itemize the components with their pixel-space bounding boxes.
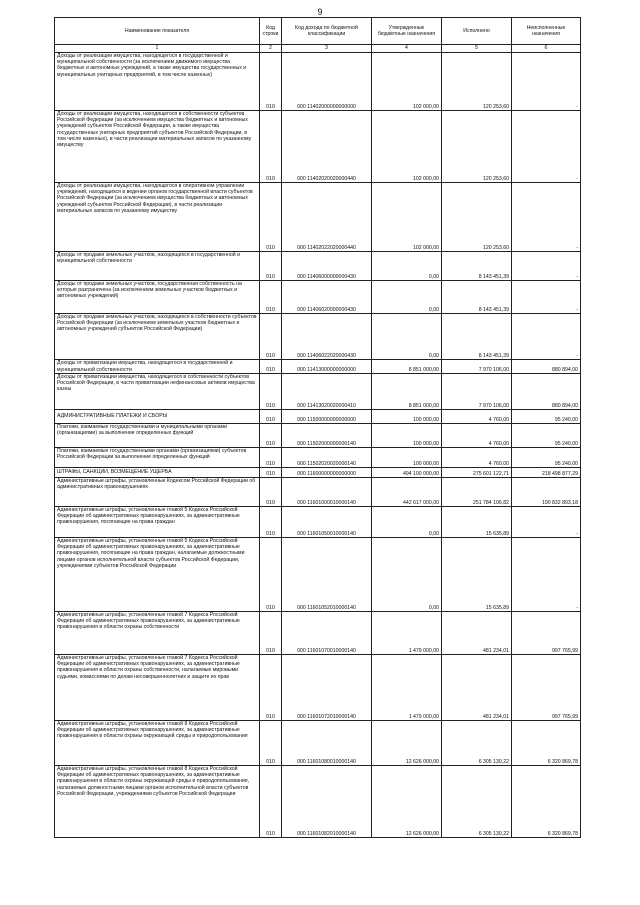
header-budget-code: Код дохода по бюджетной классификации	[282, 18, 372, 45]
row-approved: 1 479 000,00	[372, 612, 442, 655]
row-approved: 0,00	[372, 507, 442, 538]
row-name: Административные штрафы, установленные главой 7 Кодекса Российской Федерации об административных правонарушениях, за административные правонарушения в области охраны собственности, налагаемые мировыми судьями, комиссиями по делам несовершеннолетних и защите их прав	[55, 655, 260, 721]
table-row	[55, 721, 581, 766]
row-executed: 8 143 451,39	[442, 252, 512, 281]
row-name: Административные штрафы, установленные главой 7 Кодекса Российской Федерации об административных правонарушениях, за административные правонарушения в области охраны собственности	[55, 612, 260, 655]
row-executed: 4 760,00	[442, 448, 512, 468]
row-unexecuted: -	[512, 538, 581, 612]
row-budget-code: 000 11402022020000440	[282, 183, 372, 252]
row-name: Доходы от реализации имущества, находящегося в государственной и муниципальной собственности (за исключением движимого имущества бюджетных и автономных учреждений, а также имущества государственных и муниципальных унитарных предприятий, в том числе казенных)	[55, 53, 260, 111]
row-line-code: 010	[260, 53, 282, 111]
table-row	[55, 612, 581, 655]
row-unexecuted: -	[512, 111, 581, 183]
row-name: Доходы от продажи земельных участков, государственная собственность на которые разграничена (за исключением земельных участков бюджетных и автономных учреждений)	[55, 281, 260, 314]
table-row	[55, 53, 581, 111]
row-approved: 100 000,00	[372, 424, 442, 448]
row-approved: 102 000,00	[372, 111, 442, 183]
row-executed: 481 234,01	[442, 655, 512, 721]
row-executed: 120 253,60	[442, 53, 512, 111]
row-budget-code: 000 11500000000000000	[282, 410, 372, 424]
row-executed: 15 635,89	[442, 538, 512, 612]
column-number: 4	[372, 45, 442, 53]
row-line-code: 010	[260, 478, 282, 507]
row-approved: 0,00	[372, 252, 442, 281]
row-budget-code: 000 11600000000000000	[282, 468, 372, 478]
row-executed: 120 253,60	[442, 183, 512, 252]
row-approved: 12 626 000,00	[372, 721, 442, 766]
table-row	[55, 766, 581, 838]
row-name: Административные штрафы, установленные главой 8 Кодекса Российской Федерации об административных правонарушениях, за административные правонарушения в области охраны окружающей среды и природопользования, налагаемые должностными лицами органов исполнительной власти субъектов Российской Федерации, учреждениями субъектов Российской Федерации	[55, 766, 260, 838]
row-executed: 4 760,00	[442, 424, 512, 448]
revenue-table	[54, 17, 581, 838]
row-name: Административные штрафы, установленные главой 5 Кодекса Российской Федерации об административных правонарушениях, за административные правонарушения, посягающие на права граждан, налагаемые должностными лицами органов исполнительной власти субъектов Российской Федерации, учреждениями субъектов Российской Федерации	[55, 538, 260, 612]
page-number: 9	[317, 7, 323, 17]
row-unexecuted: -	[512, 183, 581, 252]
header-executed: Исполнено	[442, 18, 512, 45]
column-number: 6	[512, 45, 581, 53]
row-unexecuted: 880 894,00	[512, 360, 581, 374]
row-unexecuted: 218 498 877,29	[512, 468, 581, 478]
row-budget-code: 000 11406000000000430	[282, 252, 372, 281]
row-budget-code: 000 11601072010000140	[282, 655, 372, 721]
row-name: ШТРАФЫ, САНКЦИИ, ВОЗМЕЩЕНИЕ УЩЕРБА	[55, 468, 260, 478]
row-executed: 8 143 451,39	[442, 281, 512, 314]
row-line-code: 010	[260, 252, 282, 281]
column-number: 3	[282, 45, 372, 53]
row-approved: 102 000,00	[372, 53, 442, 111]
header-name: Наименование показателя	[55, 18, 260, 45]
table-row	[55, 424, 581, 448]
row-unexecuted: 6 320 869,78	[512, 766, 581, 838]
row-approved: 102 000,00	[372, 183, 442, 252]
row-approved: 8 851 000,00	[372, 374, 442, 410]
row-approved: 0,00	[372, 281, 442, 314]
row-line-code: 010	[260, 612, 282, 655]
table-row	[55, 448, 581, 468]
row-unexecuted: 95 240,00	[512, 448, 581, 468]
table-row	[55, 360, 581, 374]
row-line-code: 010	[260, 281, 282, 314]
row-approved: 8 851 000,00	[372, 360, 442, 374]
row-unexecuted: 880 894,00	[512, 374, 581, 410]
row-line-code: 010	[260, 424, 282, 448]
row-unexecuted: 190 832 893,18	[512, 478, 581, 507]
header-approved: Утвержденные бюджетные назначения	[372, 18, 442, 45]
row-executed: 6 305 130,22	[442, 721, 512, 766]
row-budget-code: 000 11601050010000140	[282, 507, 372, 538]
table-row	[55, 281, 581, 314]
row-executed: 8 143 451,39	[442, 314, 512, 360]
row-budget-code: 000 11413020020000410	[282, 374, 372, 410]
table-row	[55, 468, 581, 478]
row-approved: 100 000,00	[372, 410, 442, 424]
table-row	[55, 314, 581, 360]
table-row	[55, 111, 581, 183]
row-line-code: 010	[260, 360, 282, 374]
row-unexecuted: -	[512, 53, 581, 111]
column-number: 1	[55, 45, 260, 53]
table-row	[55, 538, 581, 612]
row-budget-code: 000 11406022020000430	[282, 314, 372, 360]
row-line-code: 010	[260, 183, 282, 252]
column-number-row	[55, 45, 581, 53]
row-name: Административные штрафы, установленные главой 8 Кодекса Российской Федерации об административных правонарушениях, за административные правонарушения в области охраны окружающей среды и природопользования	[55, 721, 260, 766]
row-name: Доходы от реализации имущества, находящегося в оперативном управлении учреждений, находящихся в ведении органов государственной власти субъектов Российской Федерации (за исключением имущества бюджетных и автономных учреждений субъектов Российской Федерации), в части реализации материальных запасов по указанному имуществу	[55, 183, 260, 252]
table-row	[55, 252, 581, 281]
table-row	[55, 478, 581, 507]
row-line-code: 010	[260, 721, 282, 766]
row-line-code: 010	[260, 410, 282, 424]
row-budget-code: 000 11601070010000140	[282, 612, 372, 655]
row-name: Доходы от приватизации имущества, находящегося в собственности субъектов Российской Федерации, в части приватизации нефинансовых активов имущества казны	[55, 374, 260, 410]
row-name: Платежи, взимаемые государственными и муниципальными органами (организациями) за выполнение определенных функций	[55, 424, 260, 448]
row-name: Административные штрафы, установленные главой 5 Кодекса Российской Федерации об административных правонарушениях, за административные правонарушения, посягающие на права граждан	[55, 507, 260, 538]
table-row	[55, 655, 581, 721]
row-line-code: 010	[260, 655, 282, 721]
row-budget-code: 000 11406020000000430	[282, 281, 372, 314]
header-line-code: Код строки	[260, 18, 282, 45]
row-unexecuted: 6 320 869,78	[512, 721, 581, 766]
row-line-code: 010	[260, 374, 282, 410]
table-row	[55, 507, 581, 538]
row-line-code: 010	[260, 538, 282, 612]
row-executed: 7 970 106,00	[442, 374, 512, 410]
row-approved: 1 479 000,00	[372, 655, 442, 721]
row-unexecuted: 95 240,00	[512, 424, 581, 448]
row-name: Административные штрафы, установленные Кодексом Российской Федерации об административных правонарушениях	[55, 478, 260, 507]
row-approved: 442 617 000,00	[372, 478, 442, 507]
row-name: Доходы от приватизации имущества, находящегося в государственной и муниципальной собственности	[55, 360, 260, 374]
row-executed: 275 601 122,71	[442, 468, 512, 478]
row-unexecuted: -	[512, 507, 581, 538]
row-unexecuted: 997 765,99	[512, 612, 581, 655]
row-unexecuted: -	[512, 252, 581, 281]
row-line-code: 010	[260, 314, 282, 360]
row-name: Доходы от продажи земельных участков, находящихся в государственной и муниципальной собственности	[55, 252, 260, 281]
row-approved: 0,00	[372, 314, 442, 360]
row-budget-code: 000 11502000000000140	[282, 424, 372, 448]
row-line-code: 010	[260, 111, 282, 183]
row-executed: 7 970 106,00	[442, 360, 512, 374]
row-executed: 481 234,01	[442, 612, 512, 655]
row-executed: 251 784 106,82	[442, 478, 512, 507]
row-budget-code: 000 11601082010000140	[282, 766, 372, 838]
table-row	[55, 374, 581, 410]
row-budget-code: 000 11402000000000000	[282, 53, 372, 111]
row-unexecuted: -	[512, 314, 581, 360]
table-row	[55, 410, 581, 424]
row-approved: 100 000,00	[372, 448, 442, 468]
row-name: Платежи, взимаемые государственными органами (организациями) субъектов Российской Федерации за выполнение определенных функций	[55, 448, 260, 468]
table-row	[55, 183, 581, 252]
row-unexecuted: 95 240,00	[512, 410, 581, 424]
row-executed: 15 635,89	[442, 507, 512, 538]
row-line-code: 010	[260, 448, 282, 468]
column-number: 5	[442, 45, 512, 53]
column-number: 2	[260, 45, 282, 53]
row-name: Доходы от продажи земельных участков, находящихся в собственности субъектов Российской Федерации (за исключением земельных участков бюджетных и автономных учреждений субъектов Российской Федерации)	[55, 314, 260, 360]
row-approved: 494 100 000,00	[372, 468, 442, 478]
row-budget-code: 000 11601052010000140	[282, 538, 372, 612]
header-row	[55, 18, 581, 45]
row-executed: 4 760,00	[442, 410, 512, 424]
row-budget-code: 000 11413000000000000	[282, 360, 372, 374]
row-name: Доходы от реализации имущества, находящегося в собственности субъектов Российской Федерации (за исключением имущества бюджетных и автономных учреждений субъектов Российской Федерации, а также имущества государственных унитарных предприятий субъектов Российской Федерации, в том числе казенных), в части реализации материальных запасов по указанному имуществу	[55, 111, 260, 183]
row-unexecuted: 997 765,99	[512, 655, 581, 721]
row-unexecuted: -	[512, 281, 581, 314]
row-name: АДМИНИСТРАТИВНЫЕ ПЛАТЕЖИ И СБОРЫ	[55, 410, 260, 424]
row-budget-code: 000 11402020020000440	[282, 111, 372, 183]
row-approved: 12 626 000,00	[372, 766, 442, 838]
row-executed: 120 253,60	[442, 111, 512, 183]
header-unexecuted: Неисполненные назначения	[512, 18, 581, 45]
row-budget-code: 000 11601000010000140	[282, 478, 372, 507]
row-line-code: 010	[260, 766, 282, 838]
row-budget-code: 000 11502020020000140	[282, 448, 372, 468]
row-executed: 6 305 130,22	[442, 766, 512, 838]
row-line-code: 010	[260, 507, 282, 538]
row-budget-code: 000 11601080010000140	[282, 721, 372, 766]
row-approved: 0,00	[372, 538, 442, 612]
row-line-code: 010	[260, 468, 282, 478]
